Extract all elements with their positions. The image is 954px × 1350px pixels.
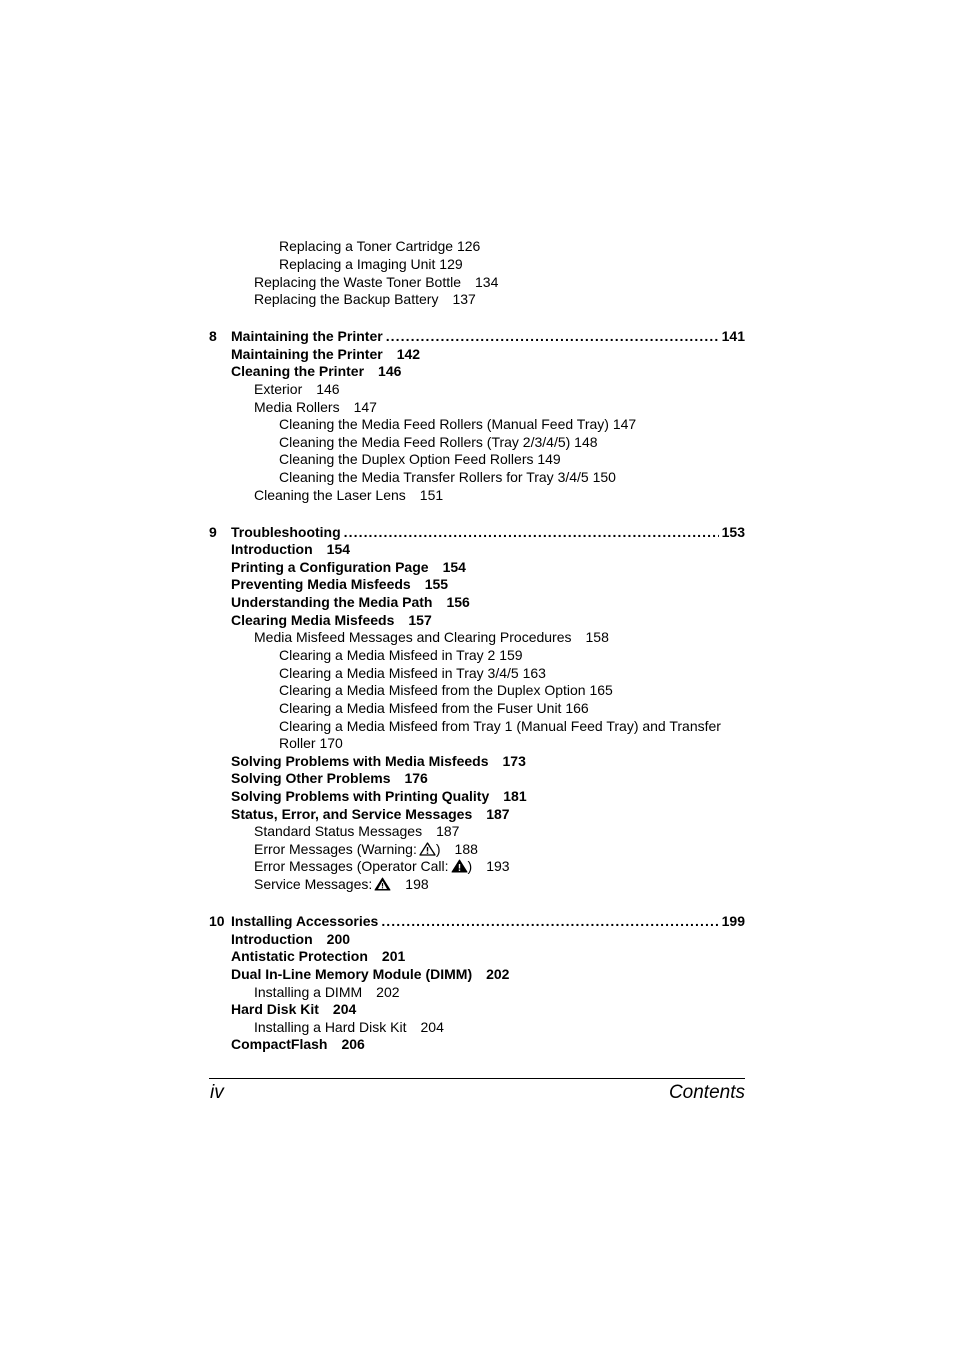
toc-entry[interactable]: Media Misfeed Messages and Clearing Procedures 158 (254, 629, 609, 645)
operator-call-triangle-icon (451, 859, 468, 873)
toc-entry[interactable]: Cleaning the Duplex Option Feed Rollers 149 (279, 451, 561, 467)
toc-entry[interactable]: Cleaning the Media Feed Rollers (Manual Feed Tray) 147 (279, 416, 637, 432)
toc-entry[interactable]: Replacing a Imaging Unit 129 (279, 256, 463, 272)
toc-entry[interactable]: Solving Problems with Media Misfeeds 173 (231, 753, 526, 769)
toc-entry[interactable]: Error Messages (Warning: ) 188 (254, 841, 478, 857)
toc-entry[interactable]: Cleaning the Laser Lens 151 (254, 487, 444, 503)
toc-entry[interactable]: CompactFlash 206 (231, 1036, 365, 1052)
toc-entry[interactable]: Service Messages: 198 (254, 876, 429, 892)
chapter-heading-10[interactable]: 10 Installing Accessories . . . 199 (209, 913, 745, 930)
chapter-heading-9[interactable]: 9 Troubleshooting . . . 153 (209, 524, 745, 541)
toc-entry[interactable]: Printing a Configuration Page 154 (231, 559, 466, 575)
toc-entry[interactable]: Media Rollers 147 (254, 399, 377, 415)
toc-entry[interactable]: Introduction 154 (231, 541, 351, 557)
warning-triangle-icon (419, 842, 436, 856)
toc-entry[interactable]: Solving Other Problems 176 (231, 770, 428, 786)
toc-entry[interactable]: Installing a Hard Disk Kit 204 (254, 1019, 444, 1035)
toc-entry[interactable]: Clearing a Media Misfeed in Tray 2 159 (279, 647, 523, 663)
dot-leader (386, 328, 719, 345)
toc-entry[interactable]: Error Messages (Operator Call: ) 193 (254, 858, 510, 874)
toc-entry[interactable]: Maintaining the Printer 142 (231, 346, 421, 362)
chapter-heading-8[interactable]: 8 Maintaining the Printer . . . 141 (209, 328, 745, 345)
dot-leader (381, 913, 718, 930)
toc-entry[interactable]: Introduction 200 (231, 931, 351, 947)
toc-entry[interactable]: Antistatic Protection 201 (231, 948, 406, 964)
dot-leader (344, 524, 719, 541)
toc-entry[interactable]: Replacing the Backup Battery 137 (254, 291, 476, 307)
toc-entry[interactable]: Understanding the Media Path 156 (231, 594, 470, 610)
toc-entry[interactable]: Preventing Media Misfeeds 155 (231, 576, 449, 592)
toc-entry[interactable]: Cleaning the Media Transfer Rollers for Tray 3/4/5 150 (279, 469, 616, 485)
toc-entry[interactable]: Replacing a Toner Cartridge 126 (279, 238, 481, 254)
footer-section-title: Contents (668, 1082, 745, 1103)
toc-entry[interactable]: Replacing the Waste Toner Bottle 134 (254, 274, 499, 290)
toc-entry[interactable]: Hard Disk Kit 204 (231, 1001, 357, 1017)
toc-entry[interactable]: Clearing a Media Misfeed from the Duplex Option 165 (279, 682, 613, 698)
toc-entry[interactable]: Clearing a Media Misfeed from the Fuser Unit 166 (279, 700, 589, 716)
toc-entry[interactable]: Solving Problems with Printing Quality 181 (231, 788, 527, 804)
toc-entry[interactable]: Cleaning the Media Feed Rollers (Tray 2/3/4/5) 148 (279, 434, 598, 450)
toc-entry[interactable]: Cleaning the Printer 146 (231, 363, 402, 379)
toc-entry[interactable]: Dual In-Line Memory Module (DIMM) 202 (231, 966, 510, 982)
toc-entry-continuation[interactable]: Roller 170 (279, 735, 343, 751)
toc-entry[interactable]: Clearing Media Misfeeds 157 (231, 612, 432, 628)
toc-entry[interactable]: Installing a DIMM 202 (254, 984, 400, 1000)
toc-entry[interactable]: Status, Error, and Service Messages 187 (231, 806, 510, 822)
toc-entry[interactable]: Exterior 146 (254, 381, 340, 397)
footer-page-number: iv (210, 1082, 224, 1103)
toc-entry[interactable]: Standard Status Messages 187 (254, 823, 460, 839)
toc-entry[interactable]: Clearing a Media Misfeed in Tray 3/4/5 163 (279, 665, 546, 681)
service-triangle-icon (374, 877, 391, 891)
footer-divider (209, 1078, 745, 1079)
toc-entry[interactable]: Clearing a Media Misfeed from Tray 1 (Manual Feed Tray) and Transfer (279, 718, 721, 734)
